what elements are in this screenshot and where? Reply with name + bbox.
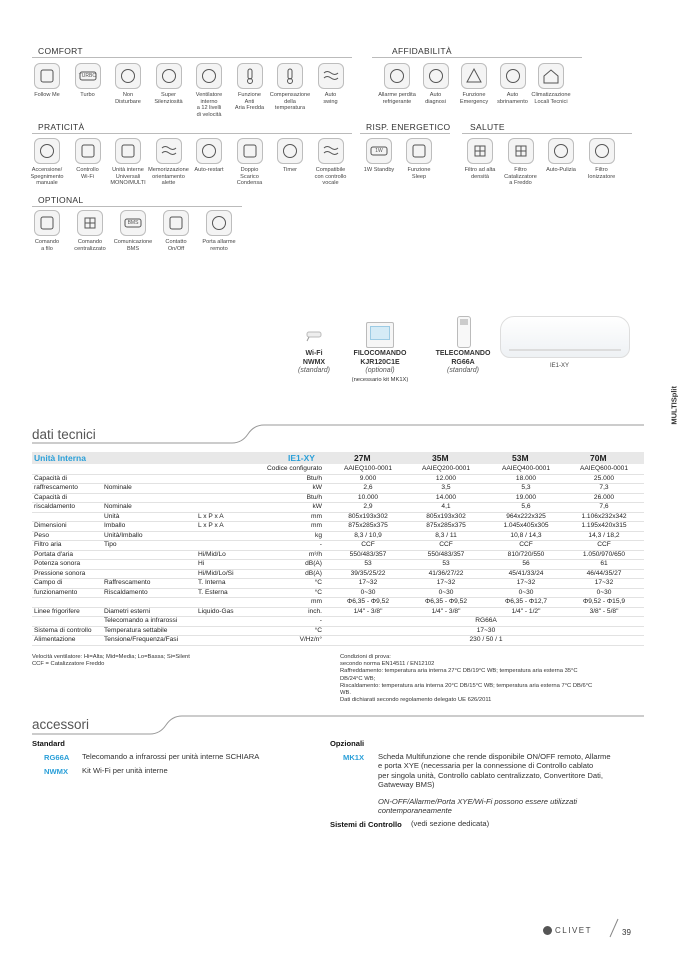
- divider: [462, 133, 632, 134]
- row-value: CCF: [597, 541, 611, 548]
- row-value: 805x193x302: [426, 512, 466, 520]
- icon-badge: TURBO: [78, 73, 97, 79]
- row-unit: °C: [314, 579, 322, 586]
- optional-note: [378, 797, 638, 816]
- product-code: KJR120C1E: [360, 358, 400, 366]
- row-value: 25.000: [593, 474, 615, 482]
- section-risp-energetico: RISP. ENERGETICO: [366, 122, 451, 132]
- icon-label: Auto-Pulizia: [546, 167, 576, 173]
- anti-cold-icon: [237, 63, 263, 89]
- table-row: [32, 513, 644, 523]
- turbo-icon: [75, 63, 101, 89]
- row-value: 53: [442, 560, 450, 567]
- auto-diagnosis-icon: [423, 63, 449, 89]
- non-disturb-icon: [115, 63, 141, 89]
- voice-control-icon: [318, 138, 344, 164]
- icon-label: Funzione Emergency: [459, 92, 489, 105]
- row-detail-label: L x P x A: [198, 512, 224, 520]
- icon-label: Memorizzazione orientamento alette: [148, 167, 189, 187]
- optional-title: Opzionali: [330, 739, 365, 748]
- auto-restart-icon: [196, 138, 222, 164]
- row-value: 875x285x375: [348, 522, 388, 529]
- icon-label: Filtro Ionizzatore: [587, 167, 616, 180]
- row-value: Φ6,35 - Φ12,7: [504, 598, 548, 605]
- refrigerant-alarm-icon: [384, 63, 410, 89]
- table-row: [32, 598, 644, 608]
- row-value: 810/720/550: [507, 550, 545, 558]
- icon-label: Controllo Wi-Fi: [76, 167, 99, 180]
- table-header-model: 53M: [512, 453, 529, 463]
- row-value: AAIEQ200-0001: [421, 465, 471, 472]
- row-value: 1.050/970/650: [582, 550, 626, 558]
- standby-icon: [366, 138, 392, 164]
- row-value: 1.045x405x305: [503, 522, 549, 529]
- optional-line: per singola unità, Controllo cablato centralizzato, Convertitore Dati,: [378, 770, 603, 780]
- footnotes-right: [340, 654, 640, 704]
- row-value: 8,3 / 11: [435, 531, 457, 539]
- optional-line: e porta XYE (necessaria per la connessione di Controllo cablato: [378, 761, 594, 771]
- row-value: 53: [364, 560, 372, 567]
- row-value: 1/4" - 3/8": [353, 607, 383, 615]
- row-value: CCF: [361, 541, 375, 548]
- row-value-span: RG66A: [475, 617, 497, 624]
- icon-label: Filtro Catalizzatore a Freddo: [504, 167, 537, 187]
- row-group-label: raffrescamento: [34, 484, 78, 491]
- row-unit: -: [319, 541, 322, 548]
- section-affidabilita: AFFIDABILITÀ: [392, 46, 452, 56]
- row-value: 17~32: [516, 579, 536, 586]
- ionizer-icon: [589, 138, 615, 164]
- optional-note-line: ON-OFF/Allarme/Porta XYE/Wi-Fi possono essere utilizzati: [378, 797, 578, 806]
- row-value: 45/41/33/24: [508, 569, 544, 577]
- cold-catalyst-filter-icon: [508, 138, 534, 164]
- auto-swing-icon: [318, 63, 344, 89]
- row-sub-label: Telecomando a infrarossi: [104, 617, 178, 624]
- table-header-model: 70M: [590, 453, 607, 463]
- row-group-label: Sistema di controllo: [34, 626, 92, 634]
- icon-label: Auto diagnosi: [425, 92, 446, 105]
- row-group-label: Linee frigorifere: [34, 607, 80, 615]
- row-group-label: Capacità di: [34, 474, 67, 482]
- timer-icon: [277, 138, 303, 164]
- icon-label: Timer: [282, 167, 298, 173]
- footnote-line: Dati dichiarati secondo regolamento delegato UE 626/2011: [340, 697, 492, 704]
- icon-label: Non Disturbare: [115, 92, 141, 105]
- row-value: 17~32: [358, 579, 378, 586]
- icon-badge: BMS: [127, 220, 139, 226]
- table-header-series: IE1-XY: [288, 453, 315, 463]
- icon-label: Compensazione della temperatura: [269, 92, 311, 112]
- table-row: [32, 475, 644, 485]
- row-sub-label: Nominale: [104, 503, 132, 510]
- table-row: [32, 560, 644, 570]
- product-label: [340, 350, 420, 384]
- row-value: 1.106x232x342: [581, 512, 627, 520]
- row-value: 39/35/25/22: [350, 569, 386, 577]
- table-row: [32, 551, 644, 561]
- table-row: [32, 541, 644, 551]
- row-value: CCF: [439, 541, 453, 548]
- row-value: 5,6: [521, 503, 531, 510]
- table-row: [32, 608, 644, 618]
- row-value: 5,3: [521, 484, 531, 491]
- row-value: 4,1: [441, 503, 451, 510]
- row-value: Φ6,35 - Φ9,52: [346, 598, 390, 605]
- row-value: 46/44/35/27: [586, 569, 622, 577]
- section-optional: OPTIONAL: [38, 195, 84, 205]
- icon-label: Funzione Sleep: [407, 167, 431, 180]
- row-group-label: riscaldamento: [34, 503, 76, 510]
- universal-unit-icon: [115, 138, 141, 164]
- icon-label: Accensione/ Spegnimento manuale: [30, 167, 64, 187]
- footnote-line: DB/24°C WB;: [340, 675, 376, 682]
- divider: [372, 57, 582, 58]
- row-unit: mm: [311, 512, 322, 520]
- product-code: NWMX: [302, 358, 326, 366]
- row-group-label: Dimensioni: [34, 522, 67, 529]
- standard-text: Kit Wi-Fi per unità interne: [82, 766, 168, 775]
- icon-label: Climatizzazione Locali Tecnici: [531, 92, 571, 105]
- table-row: [32, 617, 644, 627]
- row-value: 7,6: [599, 503, 609, 510]
- row-detail-label: Hi/Mid/Lo: [198, 550, 226, 558]
- remote-alarm-icon: [206, 210, 232, 236]
- row-group-label: Alimentazione: [34, 636, 76, 643]
- row-value: 14.000: [435, 493, 457, 501]
- row-value: 3/8" - 5/8": [589, 607, 619, 615]
- icon-badge: 1W: [375, 148, 383, 154]
- row-group-label: Capacità di: [34, 493, 67, 501]
- row-value: 7,3: [599, 484, 609, 491]
- table-row: [32, 627, 644, 637]
- row-sub-label: Nominale: [104, 484, 132, 491]
- sleep-icon: [406, 138, 432, 164]
- row-sub-label: Imballo: [104, 522, 126, 529]
- row-unit: kW: [312, 503, 322, 510]
- dati-tecnici-title: dati tecnici: [32, 427, 96, 442]
- row-group-label: Pressione sonora: [34, 569, 86, 577]
- table-row: [32, 522, 644, 532]
- double-drain-icon: [237, 138, 263, 164]
- row-detail-label: Hi/Mid/Lo/Si: [198, 569, 234, 577]
- row-value: 875x285x375: [426, 522, 466, 529]
- row-value: Φ6,35 - Φ9,52: [424, 598, 468, 605]
- row-detail-label: T. Esterna: [198, 588, 228, 596]
- row-detail-label: T. Interna: [198, 579, 226, 586]
- footnote-line: Raffreddamento: temperatura aria interna 27°C DB/19°C WB; temperatura aria esterna 35°C: [340, 668, 578, 675]
- row-value-span: 230 / 50 / 1: [469, 636, 503, 643]
- icon-label: Allarme perdita refrigerante: [378, 92, 416, 105]
- icon-label: Unità interne Universali MONO/MULTI: [110, 167, 146, 187]
- row-sub-label: Unità: [104, 512, 120, 520]
- row-value: 1/4" - 1/2": [511, 607, 541, 615]
- row-value: 26.000: [593, 493, 615, 501]
- brand-logo: [543, 926, 592, 935]
- standard-title: Standard: [32, 739, 65, 748]
- sistemi-title: Sistemi di Controllo: [330, 820, 402, 829]
- row-value: AAIEQ100-0001: [343, 465, 393, 472]
- row-unit: -: [319, 617, 322, 624]
- standard-code: RG66A: [44, 753, 70, 762]
- row-value: 805x193x302: [348, 512, 388, 520]
- manual-switch-icon: [34, 138, 60, 164]
- indoor-unit-label: IE1-XY: [550, 363, 570, 369]
- follow-me-icon: [34, 63, 60, 89]
- density-filter-icon: [467, 138, 493, 164]
- row-value: 10,8 / 14,3: [510, 531, 542, 539]
- indoor-unit-image: [500, 316, 630, 358]
- side-tab: MULTISplit: [670, 386, 679, 425]
- icon-label: Funzione Anti Aria Fredda: [234, 92, 265, 112]
- row-group-label: funzionamento: [34, 588, 78, 596]
- contact-icon: [163, 210, 189, 236]
- row-group-label: Portata d'aria: [34, 550, 74, 558]
- icon-label: Ventilatore interno a 12 livelli di velocità: [195, 92, 223, 118]
- section-praticita: PRATICITÀ: [38, 122, 85, 132]
- product-note: (optional): [365, 367, 395, 374]
- product-note: (standard): [298, 367, 330, 374]
- table-header-model: 35M: [432, 453, 449, 463]
- row-value: 56: [522, 560, 530, 567]
- row-unit: kW: [312, 484, 322, 491]
- row-value: 0~30: [438, 588, 454, 596]
- icon-label: Porta allarme remoto: [202, 239, 236, 252]
- row-value: 964x222x325: [506, 512, 546, 520]
- product-name: Wi-Fi: [305, 350, 323, 357]
- footnote-line: secondo norma EN14511 / EN12102: [340, 661, 435, 668]
- row-sub-label: Riscaldamento: [104, 588, 148, 596]
- footnote-line: CCF = Catalizzatore Freddo: [32, 661, 105, 668]
- table-row: [32, 484, 644, 494]
- row-sub-label: Diametri esterni: [104, 607, 151, 615]
- table-row: [32, 465, 644, 475]
- wifi-control-icon: [75, 138, 101, 164]
- icon-label: Turbo: [80, 92, 95, 98]
- icon-label: Super Silenziosità: [154, 92, 183, 105]
- product-extra: (necessario kit MK1X): [351, 376, 409, 383]
- footer-slash: [608, 918, 620, 938]
- divider: [32, 133, 352, 134]
- row-value: AAIEQ600-0001: [579, 465, 629, 472]
- row-group-label: Peso: [34, 531, 50, 539]
- row-value: 1.195x420x315: [581, 522, 627, 529]
- row-value: 3,5: [441, 484, 451, 491]
- optional-note-line: contemporaneamente: [378, 806, 452, 816]
- memory-flap-icon: [156, 138, 182, 164]
- page-number: 39: [622, 928, 631, 937]
- row-value: 18.000: [515, 474, 537, 482]
- sistemi-text: (vedi sezione dedicata): [411, 819, 490, 828]
- section-salute: SALUTE: [470, 122, 505, 132]
- table-row: [32, 579, 644, 589]
- row-value: 0~30: [518, 588, 534, 596]
- row-value-span: 17~30: [476, 626, 496, 634]
- row-unit: inch.: [308, 607, 322, 615]
- icon-label: Auto swing: [323, 92, 338, 105]
- table-row: [32, 589, 644, 599]
- silent-icon: [156, 63, 182, 89]
- footnote-line: Riscaldamento: temperatura aria interna 20°C DB/15°C WB; temperatura aria esterna 7°C DB/6°C: [340, 682, 593, 689]
- row-unit: Codice configurato: [267, 465, 322, 472]
- row-unit: °C: [314, 626, 322, 634]
- central-control-icon: [77, 210, 103, 236]
- remote-control-image: [457, 316, 471, 348]
- footnote-line: Velocità ventilatore: Hi=Alta; Mid=Media; Lo=Bassa; Si=Silent: [32, 654, 190, 660]
- row-value: 61: [600, 560, 608, 567]
- icon-label: Compatibile con controllo vocale: [314, 167, 347, 187]
- divider: [32, 206, 242, 207]
- row-value: 14,3 / 18,2: [588, 531, 620, 539]
- dati-tecnici-rule: [32, 420, 644, 450]
- row-value: 17~32: [436, 579, 456, 586]
- emergency-icon: [461, 63, 487, 89]
- wired-controller-image: [366, 322, 394, 348]
- thermometer-icon: [277, 63, 303, 89]
- row-value: CCF: [519, 541, 533, 548]
- icon-label: 1W Standby: [363, 167, 395, 173]
- row-value: 19.000: [515, 493, 537, 501]
- table-header: [32, 452, 644, 464]
- optional-text: [378, 752, 638, 790]
- table-row: [32, 636, 644, 646]
- row-value: 1/4" - 3/8": [431, 607, 461, 615]
- divider: [360, 133, 450, 134]
- standard-code: NWMX: [44, 767, 69, 776]
- accessori-title: accessori: [32, 717, 90, 732]
- row-value: 0~30: [596, 588, 612, 596]
- row-group-label: Campo di: [34, 579, 63, 586]
- table-row: [32, 494, 644, 504]
- divider: [32, 57, 352, 58]
- row-value: 8,3 / 10,9: [354, 531, 382, 539]
- footnotes-left: [32, 654, 190, 668]
- icon-label: Auto-restart: [194, 167, 224, 173]
- product-label: [282, 350, 346, 376]
- icon-label: Follow Me: [34, 92, 60, 98]
- table-header-label: Unità Interna: [34, 453, 86, 463]
- accessori-rule: [32, 712, 644, 738]
- row-value: 12.000: [435, 474, 457, 482]
- row-sub-label: Tipo: [104, 541, 117, 548]
- row-unit: dB(A): [305, 560, 322, 567]
- optional-code: MK1X: [343, 753, 365, 762]
- row-unit: V/Hz/n°: [299, 636, 322, 643]
- icon-label: Comunicazione BMS: [113, 239, 153, 252]
- row-value: 2,9: [363, 503, 373, 510]
- row-sub-label: Unità/Imballo: [104, 531, 143, 539]
- icon-label: Comando a filo: [34, 239, 60, 252]
- table-row: [32, 570, 644, 580]
- defrost-icon: [500, 63, 526, 89]
- row-sub-label: Tensione/Frequenza/Fasi: [104, 636, 179, 643]
- row-detail-label: Hi: [198, 560, 205, 567]
- optional-line: Scheda Multifunzione che rende disponibile ON/OFF remoto, Allarme: [378, 752, 611, 761]
- fan-speed-icon: [196, 63, 222, 89]
- row-unit: Btu/h: [306, 493, 322, 501]
- wired-control-icon: [34, 210, 60, 236]
- wifi-module-image: [305, 326, 323, 342]
- local-climate-icon: [538, 63, 564, 89]
- row-unit: °C: [314, 588, 322, 596]
- row-unit: mm: [311, 598, 322, 605]
- row-value: 10.000: [357, 493, 379, 501]
- row-value: 41/36/27/22: [428, 569, 464, 577]
- product-code: RG66A: [451, 358, 475, 366]
- row-unit: Btu/h: [306, 474, 322, 482]
- icon-label: Filtro ad alta densità: [464, 167, 496, 180]
- row-unit: m³/h: [308, 550, 322, 558]
- row-value: 550/483/357: [427, 550, 465, 558]
- product-label: [430, 350, 496, 376]
- table-row: [32, 503, 644, 513]
- row-unit: mm: [311, 522, 322, 529]
- row-detail-label: L x P x A: [198, 522, 224, 529]
- row-group-label: Filtro aria: [34, 541, 62, 548]
- product-note: (standard): [447, 367, 479, 374]
- icon-label: Contatto On/Off: [165, 239, 187, 252]
- optional-line: Gatweway BMS): [378, 780, 435, 790]
- footnote-line: WB.: [340, 690, 351, 697]
- section-comfort: COMFORT: [38, 46, 83, 56]
- footnote-line: Condizioni di prova:: [340, 654, 391, 660]
- row-sub-label: Temperatura settabile: [104, 626, 168, 634]
- brand-mark-icon: [543, 926, 552, 935]
- row-unit: kg: [315, 531, 322, 539]
- row-value: Φ9,52 - Φ15,9: [582, 598, 626, 605]
- brand-name: CLIVET: [555, 926, 593, 935]
- row-value: 550/483/357: [349, 550, 387, 558]
- icon-label: Doppio Scarico Condensa: [236, 167, 263, 187]
- table-row: [32, 532, 644, 542]
- row-unit: dB(A): [305, 569, 322, 577]
- row-value: AAIEQ400-0001: [501, 465, 551, 472]
- row-value: 2,6: [363, 484, 373, 491]
- icon-label: Auto sbrinamento: [497, 92, 528, 105]
- icon-label: Comando centralizzato: [74, 239, 106, 252]
- row-value: 0~30: [360, 588, 376, 596]
- bms-icon: [120, 210, 146, 236]
- product-name: TELECOMANDO: [435, 350, 491, 357]
- standard-text: Telecomando a infrarossi per unità interne SCHIARA: [82, 752, 260, 761]
- row-detail-label: Liquido-Gas: [198, 607, 234, 615]
- row-group-label: Potenza sonora: [34, 560, 81, 567]
- product-name: FILOCOMANDO: [353, 350, 407, 357]
- auto-clean-icon: [548, 138, 574, 164]
- row-value: 17~32: [594, 579, 614, 586]
- table-header-model: 27M: [354, 453, 371, 463]
- row-value: 9.000: [359, 474, 377, 482]
- row-sub-label: Raffrescamento: [104, 579, 151, 586]
